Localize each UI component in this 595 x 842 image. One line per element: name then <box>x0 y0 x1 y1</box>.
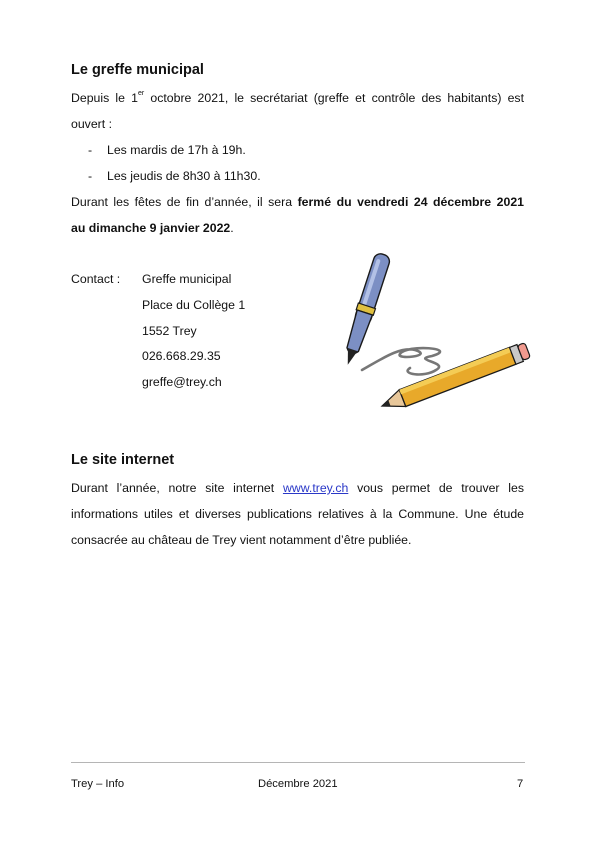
pen-and-pencil-illustration <box>340 248 540 418</box>
bullet-text-tuesday: Les mardis de 17h à 19h. <box>107 143 246 157</box>
section-title-greffe: Le greffe municipal <box>71 62 204 78</box>
footer-divider <box>71 762 525 763</box>
contact-city: 1552 Trey <box>142 324 197 338</box>
section-title-website: Le site internet <box>71 452 175 468</box>
intro-superscript: er <box>137 90 145 97</box>
contact-label: Contact : <box>71 272 121 286</box>
intro-line-1 <box>71 91 524 105</box>
bullet-dash-1: - <box>88 143 93 157</box>
contact-phone: 026.668.29.35 <box>142 349 221 363</box>
holiday-line-1 <box>71 195 524 209</box>
holiday-closed-dates: fermé du vendredi 24 décembre 2021 <box>297 195 525 209</box>
holiday-text-pre: Durant les fêtes de fin d’année, il sera <box>71 195 298 209</box>
website-text-pre: Durant l’année, notre site internet <box>71 481 283 495</box>
intro-text-pre: Depuis le 1 <box>71 91 138 105</box>
footer-page-number: 7 <box>517 778 524 790</box>
footer-date: Décembre 2021 <box>258 778 338 790</box>
website-line-2: informations utiles et diverses publications relatives à la Commune. Une étude <box>71 507 524 521</box>
website-text-post: vous permet de trouver les <box>348 481 524 495</box>
holiday-reopen-date: au dimanche 9 janvier 2022 <box>71 221 231 235</box>
pen-icon <box>340 252 392 368</box>
bullet-dash-2: - <box>88 169 93 183</box>
holiday-end-punct: . <box>230 221 234 235</box>
footer-publication: Trey – Info <box>71 778 125 790</box>
holiday-line-2 <box>71 221 234 235</box>
contact-email: greffe@trey.ch <box>142 375 222 389</box>
website-link[interactable]: www.trey.ch <box>282 481 349 495</box>
intro-line-2: ouvert : <box>71 117 113 131</box>
contact-street: Place du Collège 1 <box>142 298 246 312</box>
website-line-1 <box>71 481 524 495</box>
contact-name: Greffe municipal <box>142 272 232 286</box>
intro-text-post: octobre 2021, le secrétariat (greffe et contrôle des habitants) est <box>144 91 524 105</box>
ink-scribble <box>362 348 440 374</box>
website-line-3: consacrée au château de Trey vient notamment d’être publiée. <box>71 533 412 547</box>
bullet-text-thursday: Les jeudis de 8h30 à 11h30. <box>107 169 261 183</box>
